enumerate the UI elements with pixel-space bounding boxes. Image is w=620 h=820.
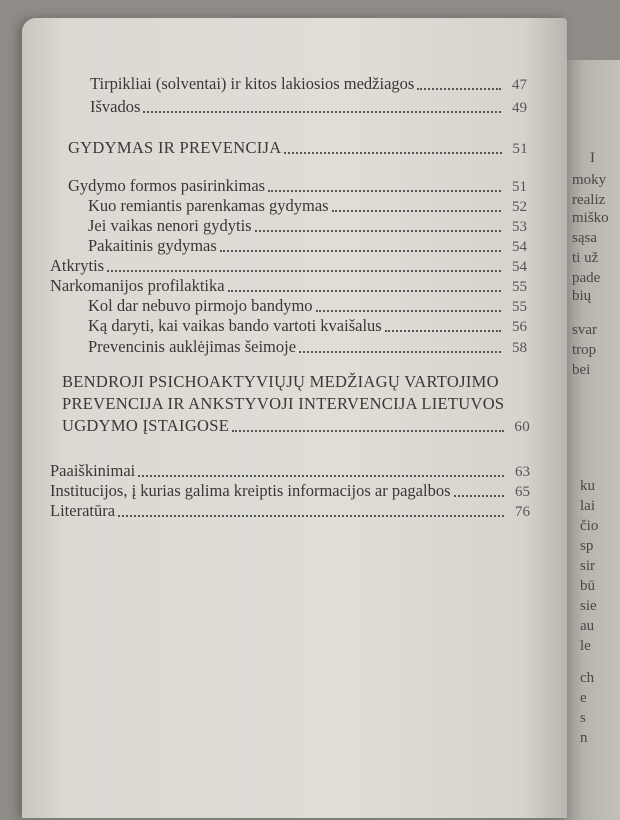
facing-page-text: ku (580, 478, 595, 494)
facing-page-text: svar (572, 322, 597, 338)
dot-leader (107, 270, 501, 272)
toc-entry-page: 49 (512, 100, 527, 116)
facing-page-text: miško (572, 210, 609, 226)
facing-page-text: sp (580, 538, 594, 554)
toc-entry (90, 74, 527, 94)
toc-entry-title: Paaiškinimai (50, 461, 136, 480)
facing-page-text: sąsa (572, 230, 597, 246)
toc-entry (50, 276, 527, 296)
toc-entry-title: Gydymo formos pasirinkimas (68, 176, 266, 195)
toc-entry-title: GYDYMAS IR PREVENCIJA (68, 138, 282, 157)
toc-entry (88, 337, 527, 357)
toc-entry (90, 97, 527, 117)
facing-page-text: sir (580, 558, 595, 574)
facing-page-text: ch (580, 670, 595, 686)
facing-page-text: bū (580, 578, 595, 594)
toc-entry-title: Pakaitinis gydymas (88, 236, 217, 255)
facing-page-text: au (580, 618, 595, 634)
toc-entry (88, 316, 527, 336)
facing-page-text: ti už (572, 250, 599, 266)
toc-entry-page: 51 (512, 179, 527, 195)
toc-entry (68, 138, 528, 158)
dot-leader (228, 290, 501, 292)
toc-entry-page: 55 (512, 279, 527, 295)
toc-entry (88, 196, 527, 216)
facing-page-text: s (580, 710, 586, 726)
facing-page-text: bei (572, 362, 591, 378)
facing-page-text: lai (580, 498, 595, 514)
facing-page-text: e (580, 690, 587, 706)
dot-leader (316, 310, 501, 312)
toc-entry-title: Institucijos, į kurias galima kreiptis informacijos ar pagalbos (50, 481, 451, 500)
toc-entry-page: 53 (512, 219, 527, 235)
toc-entry-page: 51 (512, 141, 528, 157)
facing-page-text: n (580, 730, 588, 746)
dot-leader (143, 111, 501, 113)
dot-leader (332, 210, 501, 212)
toc-entry (88, 216, 527, 236)
toc-entry-page: 60 (514, 419, 530, 435)
facing-page-text: čio (580, 518, 599, 534)
toc-entry-title: Narkomanijos profilaktika (50, 276, 225, 295)
toc-entry-page: 52 (512, 199, 527, 215)
dot-leader (220, 250, 501, 252)
dot-leader (255, 230, 501, 232)
toc-entry-title: Literatūra (50, 501, 116, 520)
facing-page-text: bių (572, 288, 592, 304)
dot-leader (417, 88, 501, 90)
dot-leader (232, 430, 504, 432)
toc-entry-page: 58 (512, 340, 527, 356)
toc-entry-title: Prevencinis auklėjimas šeimoje (88, 337, 297, 356)
toc-entry (62, 416, 530, 436)
toc-entry-title: Kuo remiantis parenkamas gydymas (88, 196, 329, 215)
dot-leader (299, 351, 501, 353)
toc-entry-page: 54 (512, 259, 527, 275)
toc-entry-page: 63 (515, 464, 530, 480)
dot-leader (385, 330, 501, 332)
toc-entry (50, 481, 530, 501)
facing-page-text: sie (580, 598, 597, 614)
dot-leader (454, 495, 505, 497)
facing-page-text: I (590, 150, 595, 166)
toc-entry-page: 47 (512, 77, 527, 93)
toc-entry-title: Atkrytis (50, 256, 105, 275)
toc-entry (88, 236, 527, 256)
facing-page-text: moky (572, 172, 607, 188)
toc-entry-title: Išvados (90, 97, 141, 116)
section-heading-line-2: PREVENCIJA IR ANKSTYVOJI INTERVENCIJA LIETUVOS (62, 394, 505, 413)
toc-entry-title: Ką daryti, kai vaikas bando vartoti kvaišalus (88, 316, 382, 335)
toc-entry (50, 501, 530, 521)
toc-entry (50, 461, 530, 481)
dot-leader (268, 190, 501, 192)
toc-entry-title: Tirpikliai (solventai) ir kitos lakiosios medžiagos (90, 74, 415, 93)
toc-entry (50, 256, 527, 276)
toc-entry-page: 55 (512, 299, 527, 315)
toc-entry-title: UGDYMO ĮSTAIGOSE (62, 416, 230, 435)
facing-page-text: pade (572, 270, 601, 286)
toc-entry-page: 56 (512, 319, 527, 335)
toc-entry-page: 76 (515, 504, 530, 520)
toc-entry-title: Kol dar nebuvo pirmojo bandymo (88, 296, 313, 315)
toc-entry (88, 296, 527, 316)
toc-entry-page: 54 (512, 239, 527, 255)
dot-leader (138, 475, 504, 477)
dot-leader (118, 515, 504, 517)
section-heading-line-1: BENDROJI PSICHOAKTYVIŲJŲ MEDŽIAGŲ VARTOJIMO (62, 372, 499, 391)
facing-page-text: le (580, 638, 591, 654)
dot-leader (284, 152, 502, 154)
toc-entry (68, 176, 527, 196)
toc-entry-title: Jei vaikas nenori gydytis (88, 216, 252, 235)
toc-entry-page: 65 (515, 484, 530, 500)
facing-page-text: realiz (572, 192, 606, 208)
facing-page-text: trop (572, 342, 597, 358)
